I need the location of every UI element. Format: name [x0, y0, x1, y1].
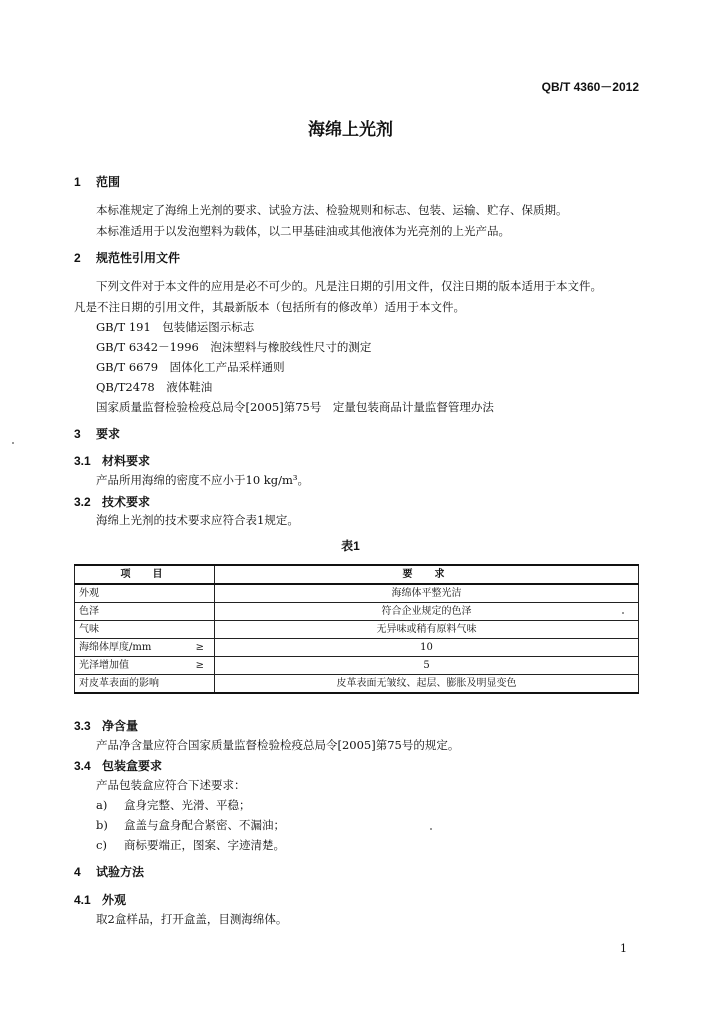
section-title: 范围: [96, 175, 121, 189]
item-label: 色泽: [79, 605, 99, 617]
subsection-3-3-heading: [74, 720, 138, 732]
table-caption: 表1: [341, 539, 360, 553]
subsection-title: 净含量: [102, 719, 139, 733]
table-cell-value: 符合企业规定的色泽: [215, 603, 639, 621]
table-row: [75, 621, 639, 639]
table-cell-item: [75, 639, 215, 657]
section-2-heading: [74, 252, 180, 264]
section-number: 1: [74, 175, 81, 189]
scan-speck: [622, 612, 624, 614]
section-3-heading: [74, 428, 120, 440]
table-row: [75, 584, 639, 603]
list-item-text: 盒盖与盒身配合紧密、不漏油；: [124, 818, 285, 832]
section-number: 2: [74, 251, 81, 265]
paragraph: 取2盒样品，打开盒盖，目测海绵体。: [96, 912, 288, 926]
reference-item: GB/T 191 包装储运图示标志: [96, 320, 255, 334]
paragraph: 下列文件对于本文件的应用是必不可少的。凡是注日期的引用文件，仅注日期的版本适用于本文件。: [96, 279, 602, 293]
subsection-number: 3.1: [74, 454, 91, 468]
item-label: 外观: [79, 587, 99, 599]
paragraph: 本标准适用于以发泡塑料为载体，以二甲基硅油或其他液体为光亮剂的上光产品。: [96, 224, 510, 238]
subsection-title: 技术要求: [102, 495, 151, 509]
subsection-title: 材料要求: [102, 454, 151, 468]
column-header-requirement: 要 求: [215, 565, 639, 584]
section-1-heading: [74, 176, 120, 188]
table-row: [75, 657, 639, 675]
list-item-label: b): [96, 818, 108, 832]
table-header-row: [75, 565, 639, 584]
subsection-3-1-heading: [74, 455, 150, 467]
section-title: 要求: [96, 427, 121, 441]
list-item-label: c): [96, 838, 107, 852]
item-symbol: ≥: [195, 641, 204, 653]
list-item: [96, 800, 251, 812]
item-symbol: ≥: [195, 659, 204, 671]
section-number: 4: [74, 865, 81, 879]
table-row: [75, 675, 639, 694]
paragraph: 产品包装盒应符合下述要求：: [96, 778, 246, 792]
scan-speck: [430, 828, 432, 830]
table-row: [75, 639, 639, 657]
subsection-number: 4.1: [74, 893, 91, 907]
paragraph: 产品净含量应符合国家质量监督检验检疫总局令[2005]第75号的规定。: [96, 738, 460, 752]
list-item-label: a): [96, 798, 108, 812]
scan-speck: [12, 442, 14, 444]
table-cell-item: [75, 603, 215, 621]
table-cell-item: [75, 657, 215, 675]
reference-item: QB/T2478 液体鞋油: [96, 380, 213, 394]
requirements-table: [74, 564, 639, 694]
table-cell-item: [75, 584, 215, 603]
subsection-number: 3.4: [74, 759, 91, 773]
item-label: 对皮革表面的影响: [79, 677, 159, 689]
section-number: 3: [74, 427, 81, 441]
paragraph: 凡是不注日期的引用文件，其最新版本（包括所有的修改单）适用于本文件。: [74, 300, 465, 314]
paragraph: 本标准规定了海绵上光剂的要求、试验方法、检验规则和标志、包装、运输、贮存、保质期。: [96, 203, 568, 217]
reference-item: 国家质量监督检验检疫总局令[2005]第75号 定量包装商品计量监督管理办法: [96, 400, 494, 414]
subsection-number: 3.3: [74, 719, 91, 733]
column-header-item: 项 目: [75, 565, 215, 584]
document-title: 海绵上光剂: [308, 120, 393, 140]
table-row: [75, 603, 639, 621]
table-cell-item: [75, 675, 215, 694]
list-item: [96, 820, 285, 832]
subsection-3-2-heading: [74, 496, 150, 508]
item-label: 气味: [79, 623, 99, 635]
section-title: 规范性引用文件: [96, 251, 181, 265]
section-4-heading: [74, 866, 144, 878]
list-item-text: 盒身完整、光滑、平稳；: [124, 798, 251, 812]
table-cell-value: 5: [215, 657, 639, 675]
table-cell-value: 皮革表面无皱纹、起层、膨胀及明显变色: [215, 675, 639, 694]
item-label: 光泽增加值: [79, 659, 129, 671]
section-title: 试验方法: [96, 865, 145, 879]
subsection-title: 外观: [102, 893, 127, 907]
paragraph: 产品所用海绵的密度不应小于10 kg/m³。: [96, 473, 310, 487]
subsection-title: 包装盒要求: [102, 759, 163, 773]
subsection-4-1-heading: [74, 894, 126, 906]
list-item-text: 商标要端正，图案、字迹清楚。: [124, 838, 285, 852]
standard-number: QB/T 4360－2012: [541, 80, 639, 94]
reference-item: GB/T 6342－1996 泡沫塑料与橡胶线性尺寸的测定: [96, 340, 372, 354]
table-cell-value: 10: [215, 639, 639, 657]
table-cell-value: 海绵体平整光洁: [215, 584, 639, 603]
table-cell-item: [75, 621, 215, 639]
list-item: [96, 840, 285, 852]
paragraph: 海绵上光剂的技术要求应符合表1规定。: [96, 513, 299, 527]
subsection-number: 3.2: [74, 495, 91, 509]
subsection-3-4-heading: [74, 760, 162, 772]
table-cell-value: 无异味或稍有原料气味: [215, 621, 639, 639]
reference-item: GB/T 6679 固体化工产品采样通则: [96, 360, 285, 374]
item-label: 海绵体厚度/mm: [79, 641, 152, 653]
page-number: 1: [620, 942, 627, 955]
